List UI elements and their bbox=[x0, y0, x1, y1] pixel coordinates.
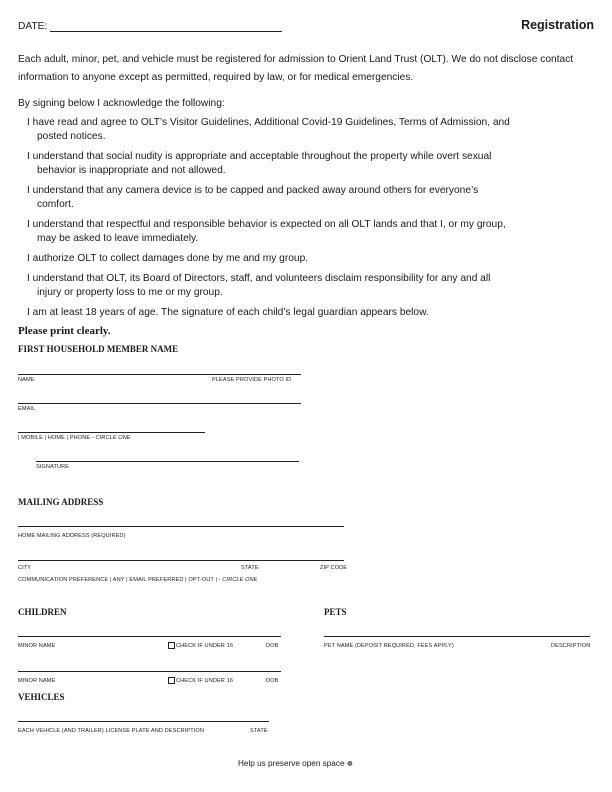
email-label: EMAIL bbox=[18, 406, 36, 412]
dob-label: DOB bbox=[266, 643, 279, 649]
under16-checkbox[interactable]: CHECK IF UNDER 16 bbox=[168, 677, 233, 684]
pet-description-label: DESCRIPTION bbox=[551, 643, 591, 649]
acknowledge-item: I have read and agree to OLT’s Visitor Guidelines, Additional Covid-19 Guidelines, Terms of Admission, and posted notices. bbox=[27, 117, 510, 142]
pet-name-label: PET NAME (DEPOSIT REQUIRED, FEES APPLY) bbox=[324, 643, 454, 649]
phone-label: | MOBILE | HOME | PHONE - CIRCLE ONE bbox=[18, 435, 131, 441]
minor-name-label: MINOR NAME bbox=[18, 643, 56, 649]
pets-heading: PETS bbox=[324, 607, 347, 617]
dob-label: DOB bbox=[266, 678, 279, 684]
intro-paragraph: Each adult, minor, pet, and vehicle must be registered for admission to Orient Land Trust (OLT). We do not disclose contact information to anyone except as permitted, required by law, or for medical emergencies. bbox=[18, 54, 574, 83]
footer-tagline: Help us preserve open space ☸ bbox=[238, 759, 354, 768]
under16-checkbox[interactable]: CHECK IF UNDER 16 bbox=[168, 642, 233, 649]
photo-id-label: PLEASE PROVIDE PHOTO ID bbox=[212, 377, 292, 383]
household-heading: FIRST HOUSEHOLD MEMBER NAME bbox=[18, 344, 179, 354]
minor-row-2[interactable] bbox=[18, 671, 281, 672]
communication-preference: COMMUNICATION PREFERENCE | ANY | EMAIL PREFERRED | OPT-OUT | - CIRCLE ONE bbox=[18, 577, 258, 583]
phone-field[interactable] bbox=[18, 432, 205, 433]
open-space-icon: ☸ bbox=[346, 761, 354, 768]
print-clearly-note: Please print clearly. bbox=[18, 325, 111, 337]
address-label: HOME MAILING ADDRESS (REQUIRED) bbox=[18, 533, 126, 539]
acknowledge-item: I understand that respectful and responsible behavior is expected on all OLT lands and that I, or my group, may be asked to leave immediately. bbox=[27, 219, 506, 244]
address-field[interactable] bbox=[18, 526, 344, 527]
acknowledge-list bbox=[27, 116, 595, 320]
minor-row-1[interactable] bbox=[18, 636, 281, 637]
page-title: Registration bbox=[521, 18, 594, 32]
state-label: STATE bbox=[241, 565, 259, 571]
acknowledge-item: I am at least 18 years of age. The signature of each child’s legal guardian appears below. bbox=[27, 307, 429, 318]
city-label: CITY bbox=[18, 565, 32, 571]
acknowledge-item: I understand that OLT, its Board of Directors, staff, and volunteers disclaim responsibility for any and all injury or property loss to me or my group. bbox=[27, 273, 491, 298]
zip-label: ZIP CODE bbox=[320, 565, 348, 571]
acknowledge-item: I authorize OLT to collect damages done by me and my group. bbox=[27, 253, 309, 264]
acknowledge-lead: By signing below I acknowledge the following: bbox=[18, 98, 225, 109]
checkbox-icon[interactable] bbox=[168, 642, 175, 649]
email-field[interactable] bbox=[18, 403, 301, 404]
acknowledge-item: I understand that any camera device is to be capped and packed away around others for everyone’s comfort. bbox=[27, 185, 479, 210]
name-field[interactable] bbox=[18, 374, 301, 375]
vehicles-heading: VEHICLES bbox=[18, 692, 65, 702]
city-state-zip-field[interactable] bbox=[18, 560, 344, 561]
name-label: NAME bbox=[18, 377, 35, 383]
vehicle-field[interactable] bbox=[18, 721, 269, 722]
signature-field[interactable] bbox=[36, 461, 299, 462]
vehicle-label: EACH VEHICLE (AND TRAILER) LICENSE PLATE AND DESCRIPTION bbox=[18, 728, 204, 734]
minor-name-label: MINOR NAME bbox=[18, 678, 56, 684]
mailing-heading: MAILING ADDRESS bbox=[18, 497, 104, 507]
children-heading: CHILDREN bbox=[18, 607, 67, 617]
acknowledge-item: I understand that social nudity is appropriate and acceptable throughout the property while overt sexual behavior is inappropriate and not allowed. bbox=[27, 151, 492, 176]
pet-field[interactable] bbox=[324, 636, 590, 637]
date-field[interactable] bbox=[50, 31, 282, 32]
checkbox-icon[interactable] bbox=[168, 677, 175, 684]
date-label: DATE: bbox=[18, 21, 48, 32]
vehicle-state-label: STATE bbox=[250, 728, 268, 734]
signature-label: SIGNATURE bbox=[36, 464, 70, 470]
